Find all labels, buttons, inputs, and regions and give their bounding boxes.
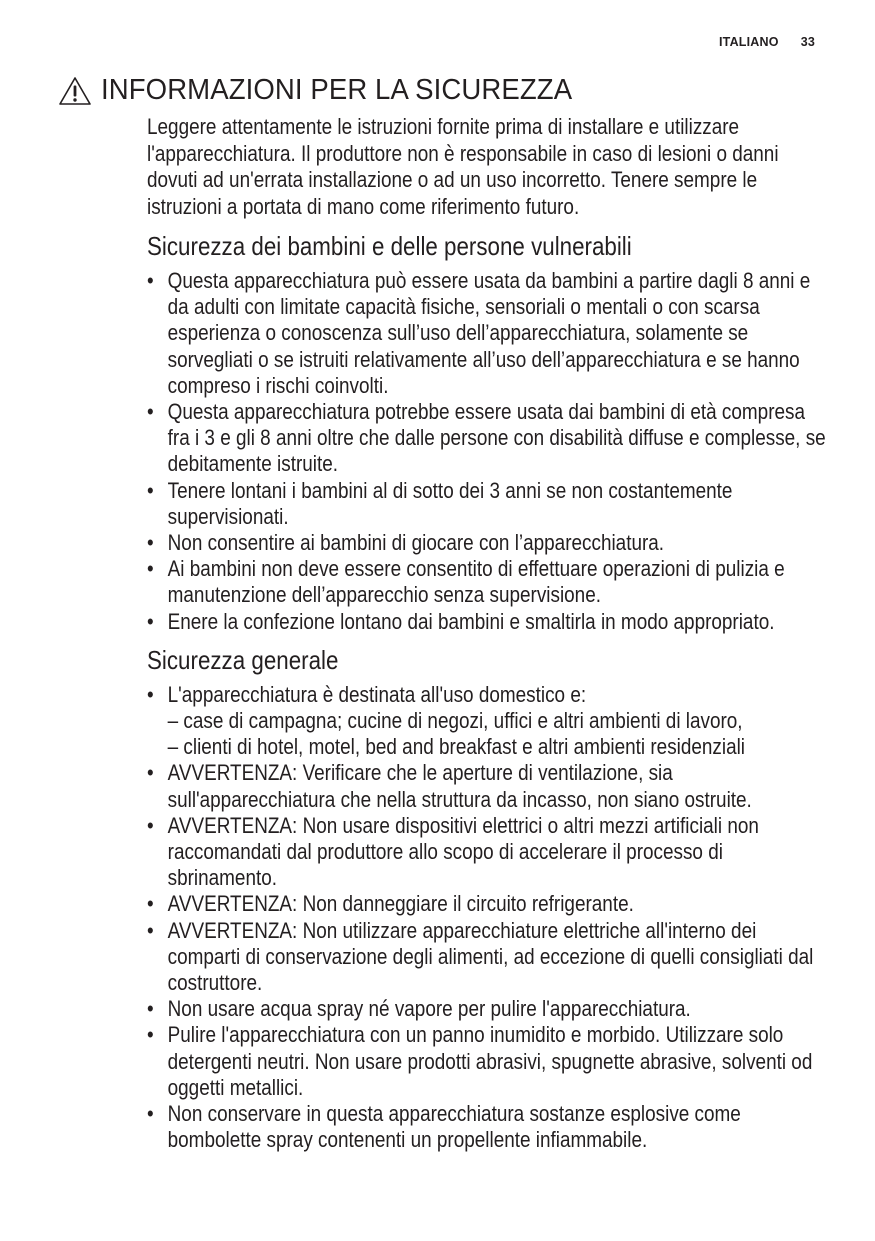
list-item: • Ai bambini non deve essere consentito di effettuare operazioni di pulizia e manutenzione dell’apparecchio senza supervisione. [147, 556, 785, 608]
page-header [719, 35, 815, 49]
general-safety-list [147, 682, 826, 1154]
bullet-icon: • [147, 530, 154, 556]
content [147, 114, 826, 1154]
bullet-icon: • [147, 1022, 154, 1048]
list-item: • Questa apparecchiatura può essere usata da bambini a partire dagli 8 anni e da adulti con limitate capacità fisiche, sensoriali o mentali o con scarsa esperienza o conoscenza sull’uso dell’apparecchiatura, solamente se sorvegliati o se istruiti relativamente all’uso dell’apparecchiatura e se hanno compreso i rischi coinvolti. [147, 268, 811, 398]
section-title [58, 74, 597, 107]
list-item: • AVVERTENZA: Verificare che le aperture di ventilazione, sia sull'apparecchiatura che nella struttura da incasso, non siano ostruite. [147, 760, 752, 812]
bullet-icon: • [147, 268, 154, 293]
children-safety-heading: Sicurezza dei bambini e delle persone vulnerabili [147, 231, 632, 261]
list-item: • Pulire l'apparecchiatura con un panno inumidito e morbido. Utilizzare solo detergenti neutri. Non usare prodotti abrasivi, spugnette abrasive, solventi od oggetti metallici. [147, 1022, 813, 1100]
bullet-icon: • [147, 996, 154, 1022]
page-title: INFORMAZIONI PER LA SICUREZZA [101, 74, 573, 106]
list-item: • Non consentire ai bambini di giocare con l’apparecchiatura. [147, 530, 665, 556]
list-item: • Tenere lontani i bambini al di sotto dei 3 anni se non costantemente supervisionati. [147, 477, 733, 529]
bullet-icon: • [147, 1101, 154, 1127]
bullet-icon: • [147, 917, 154, 943]
sub-line: – clienti di hotel, motel, bed and breakfast e altri ambienti residenziali [167, 734, 746, 760]
intro-paragraph: Leggere attentamente le istruzioni fornite prima di installare e utilizzare l'apparecchiatura. Il produttore non è responsabile in caso di lesioni o danni dovuti ad un'errata installazione o ad un uso incorretto. Tenere sempre le istruzioni a portata di mano come riferimento futuro. [147, 114, 779, 219]
bullet-icon: • [147, 399, 154, 425]
bullet-icon: • [147, 891, 154, 917]
general-safety-heading: Sicurezza generale [147, 644, 339, 675]
bullet-icon: • [147, 608, 154, 634]
list-item: • AVVERTENZA: Non utilizzare apparecchiature elettriche all'interno dei comparti di conservazione degli alimenti, ad eccezione di quelli consigliati dal costruttore. [147, 917, 814, 996]
list-item: • L'apparecchiatura è destinata all'uso domestico e: – case di campagna; cucine di negozi, uffici e altri ambienti di lavoro, – clienti di hotel, motel, bed and breakfast e altri ambienti residenziali [147, 682, 826, 761]
list-item: • AVVERTENZA: Non danneggiare il circuito refrigerante. [147, 891, 634, 917]
list-item: • Non conservare in questa apparecchiatura sostanze esplosive come bombolette spray contenenti un propellente infiammabile. [147, 1101, 741, 1153]
page-number: 33 [800, 35, 815, 49]
list-item: • Questa apparecchiatura potrebbe essere usata dai bambini di età compresa fra i 3 e gli 8 anni oltre che dalle persone con disabilità diffuse e complesse, se debitamente istruite. [147, 399, 826, 477]
header-language: ITALIANO [718, 35, 779, 49]
bullet-icon: • [147, 760, 154, 786]
bullet-icon: • [147, 681, 154, 707]
bullet-icon: • [147, 812, 154, 838]
bullet-icon: • [147, 477, 154, 503]
warning-triangle-icon [58, 76, 92, 106]
list-item: • Non usare acqua spray né vapore per pulire l'apparecchiatura. [147, 996, 691, 1022]
bullet-icon: • [147, 556, 154, 582]
children-safety-list [147, 268, 826, 635]
list-item: • Enere la confezione lontano dai bambini e smaltirla in modo appropriato. [147, 608, 775, 634]
list-item: • AVVERTENZA: Non usare dispositivi elettrici o altri mezzi artificiali non raccomandati dal produttore allo scopo di accelerare il processo di sbrinamento. [147, 812, 759, 891]
sub-line: – case di campagna; cucine di negozi, uffici e altri ambienti di lavoro, [167, 708, 743, 734]
